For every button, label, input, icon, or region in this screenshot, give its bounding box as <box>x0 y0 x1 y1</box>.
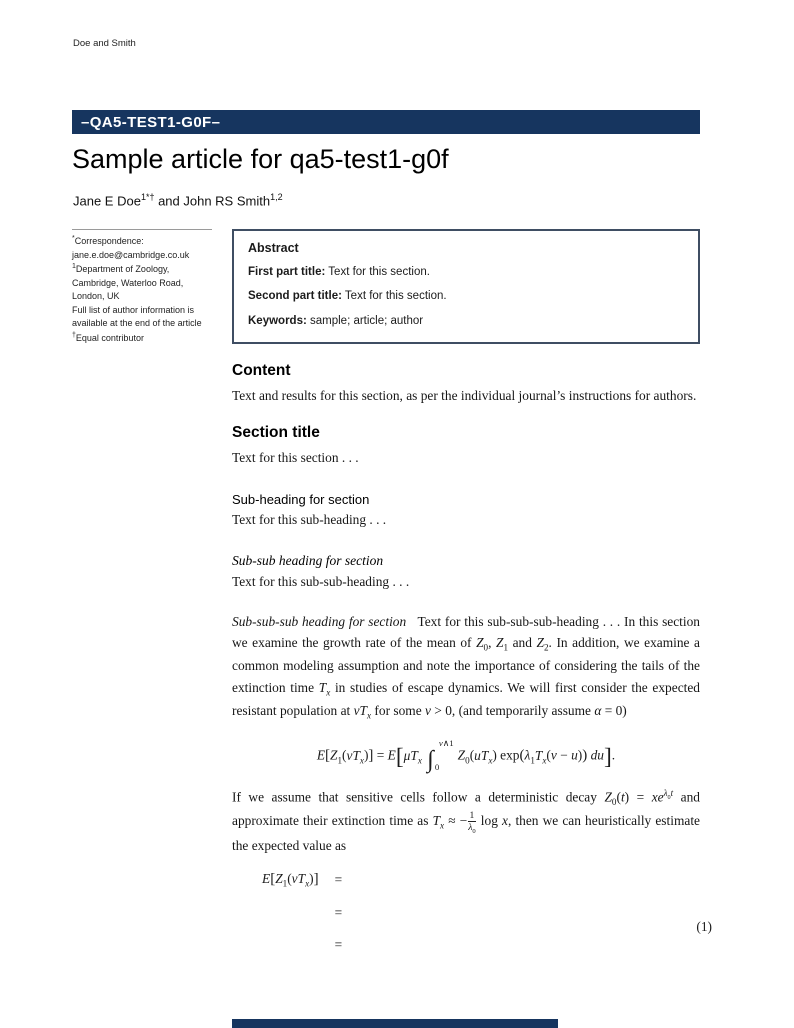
content-paragraph: Text and results for this section, as per the individual journal’s instructions for authors. <box>232 388 697 403</box>
sidebar-rule <box>72 229 212 230</box>
abstract-item-label: First part title: <box>248 266 326 278</box>
affiliation-line: $^1$Department of Zoology, <box>72 263 170 274</box>
title-banner <box>72 110 700 134</box>
section-paragraph: Text for this section . . . <box>232 450 359 466</box>
authors-line: Jane E Doe$^{1*\dagger}$ and John RS Smith$^{1,2}$ <box>73 192 283 209</box>
footer-bar <box>232 1019 558 1028</box>
aligned-equation-block <box>262 870 712 953</box>
equals-sign: = <box>334 936 343 952</box>
abstract-item <box>248 264 684 281</box>
equation-number: (1) <box>696 918 712 934</box>
abstract-item <box>248 288 684 305</box>
equation-grid <box>262 871 700 953</box>
abstract-heading: Abstract <box>248 241 299 255</box>
subsection-paragraph: Text for this sub-heading . . . <box>232 511 387 527</box>
equals-sign: = <box>334 871 343 887</box>
subsubsection-paragraph: Text for this sub-sub-heading . . . <box>232 574 410 590</box>
affiliation-line: London, UK <box>72 291 120 301</box>
correspondence-email: jane.e.doe@cambridge.co.uk <box>72 249 190 260</box>
author-info-note: available at the end of the article <box>72 318 202 328</box>
affiliation-line: Cambridge, Waterloo Road, <box>72 277 184 288</box>
abstract-item-label: Second part title: <box>248 290 342 303</box>
abstract-keywords <box>248 313 684 330</box>
article-body <box>232 362 712 953</box>
keywords-text: sample; article; author <box>306 314 424 327</box>
banner-label: –QA5-TEST1-G0F– <box>81 113 221 131</box>
abstract-item-text: Text for this section. <box>341 290 447 303</box>
author-info-note: Full list of author information is <box>72 304 195 315</box>
keywords-label: Keywords: <box>248 314 307 327</box>
equation-lhs: $E[Z_1(vT_x)]$ <box>262 870 319 889</box>
abstract-box <box>232 229 700 344</box>
article-title: Sample article for qa5-test1-g0f <box>72 144 449 174</box>
subsection-heading: Sub-heading for section <box>232 491 370 507</box>
subsubsection-heading: Sub-sub heading for section <box>232 553 384 569</box>
abstract-item-text: Text for this section. <box>325 266 430 278</box>
correspondence-label: *Correspondence: <box>72 235 144 246</box>
content-section-heading: Content <box>232 362 291 379</box>
body-paragraph: If we assume that sensitive cells follow a deterministic decay $Z_0(t) = xe^{\lambda_0t}$ and approximate their extinction time as $T_x$ ≈ − $\frac{1}{\lambda_0}$ log x, then we can heuristically estimate the expected value as <box>232 788 700 854</box>
running-head: Doe and Smith <box>73 38 136 49</box>
section-title-heading: Section title <box>232 424 320 442</box>
equals-sign: = <box>334 904 343 920</box>
display-equation: $E[Z_1(vT_x)] = E[\mu T_x$ ∫ v∧1 0 $Z_0(uT_x) \exp(\lambda_1T_x(v - u))$ du]. <box>316 738 616 773</box>
body-paragraph-with-runin-heading: Sub-sub-sub heading for section Text for this sub-sub-sub-heading . . . In this section we examine the growth rate of the mean of $Z_0$, $Z_1$ and $Z_2$. In addition, we examine a common modeling assumption and note the importance of considering the tails of the extinction time $T_x$ in studies of escape dynamics. We will first consider the expected resistant population at $vT_x$ for some v > 0, (and temporarily assume α = 0) <box>232 613 701 721</box>
correspondence-note <box>72 229 222 345</box>
equal-contributor-note: †Equal contributor <box>72 331 144 343</box>
